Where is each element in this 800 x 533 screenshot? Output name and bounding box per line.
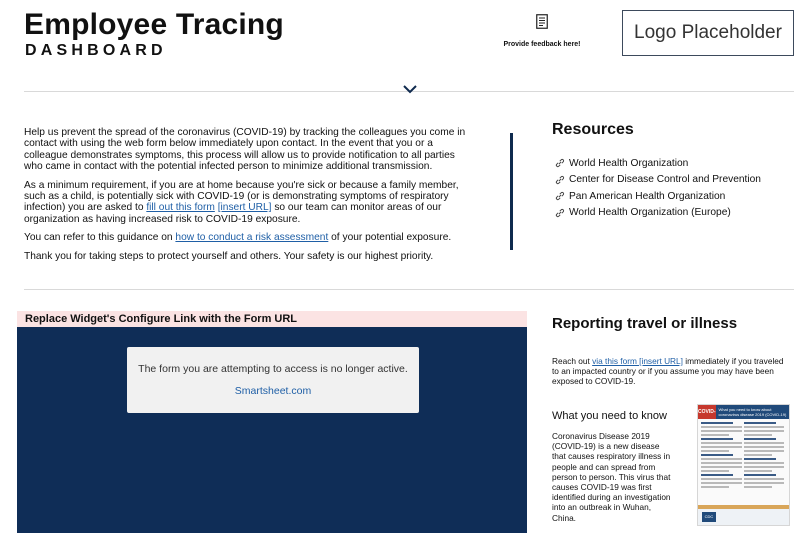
feedback-button[interactable] <box>502 14 582 51</box>
document-icon <box>536 14 548 29</box>
resource-link[interactable] <box>555 155 761 172</box>
resource-link[interactable] <box>555 205 761 222</box>
flyer-body <box>698 419 789 493</box>
intro-paragraph-2 <box>24 180 476 226</box>
cdc-logo: CDC <box>702 512 716 522</box>
flyer-header <box>698 405 789 419</box>
report-form-link[interactable]: via this form [insert URL] <box>592 356 683 366</box>
intro-paragraph-1: Help us prevent the spread of the coronavirus (COVID-19) by tracking the colleagues you come in contact with using the web form below immediately upon contact. In the event that you or a colleague demonstrates symptoms, this process will allow us to provide notification to all parties who came in contact with the potential infected person to minimize additional transmission. <box>24 127 466 173</box>
resources-title: Resources <box>552 121 634 138</box>
need-to-know-text: Coronavirus Disease 2019 (COVID-19) is a new disease that causes respiratory illness in people and can spread from person to person. This virus that causes COVID-19 was first identified during an investigation into an outbreak in Wuhan, China. <box>552 431 671 523</box>
reporting-title: Reporting travel or illness <box>552 315 738 332</box>
form-inactive-message: The form you are attempting to access is no longer active. <box>138 363 408 375</box>
logo-placeholder: Logo Placeholder <box>622 10 794 56</box>
resource-link[interactable] <box>555 188 761 205</box>
resource-label: Pan American Health Organization <box>569 190 726 202</box>
link-icon <box>555 208 565 218</box>
reporting-text-end: immediately if you traveled to an impacted country or if you assume you may have been exposed to COVID-19. <box>552 356 784 387</box>
intro-paragraph-4: Thank you for taking steps to protect yourself and others. Your safety is our highest priority. <box>24 250 434 262</box>
flyer-badge: COVID- <box>698 405 716 419</box>
link-icon <box>555 191 565 201</box>
intro-p3-text: You can refer to this guidance on <box>24 232 176 244</box>
covid-flyer-thumbnail[interactable] <box>697 404 790 526</box>
resource-label: World Health Organization (Europe) <box>569 207 731 219</box>
intro-p3-text-end: of your potential exposure. <box>328 232 452 244</box>
form-widget <box>17 327 527 533</box>
smartsheet-link[interactable]: Smartsheet.com <box>234 385 312 397</box>
form-inactive-card <box>127 347 419 413</box>
resource-link[interactable] <box>555 172 761 189</box>
intro-text <box>24 127 476 269</box>
reporting-text-start: Reach out <box>552 356 593 366</box>
need-to-know-title: What you need to know <box>552 410 667 422</box>
vertical-accent-bar <box>510 133 513 250</box>
insert-url-link[interactable]: [insert URL] <box>217 202 272 214</box>
resources-list <box>555 155 761 221</box>
risk-assessment-link[interactable]: how to conduct a risk assessment <box>175 232 329 244</box>
link-icon <box>555 158 565 168</box>
feedback-label: Provide feedback here! <box>503 41 581 48</box>
divider <box>24 289 794 290</box>
intro-p2-text-end: so our team can monitor areas of our organization as having increased risk to COVID-19 exposure. <box>24 202 442 225</box>
intro-p2-text: As a minimum requirement, if you are at home because you're sick or because a family member, such as a child, is potentially sick with COVID-19 (or is demonstrating symptoms of respiratory infection) you are asked to <box>24 179 459 214</box>
page-subtitle: DASHBOARD <box>25 42 167 59</box>
page-title: Employee Tracing <box>24 8 284 41</box>
chevron-down-icon[interactable] <box>402 84 418 94</box>
intro-paragraph-3 <box>24 232 476 243</box>
fill-form-link[interactable]: fill out this form <box>146 202 215 214</box>
widget-header: Replace Widget's Configure Link with the Form URL <box>17 311 527 327</box>
flyer-footer <box>698 509 789 525</box>
reporting-text <box>552 356 792 387</box>
flyer-heading: What you need to know about coronavirus disease 2019 (COVID-19) <box>718 407 787 417</box>
resource-label: World Health Organization <box>569 157 689 169</box>
resource-label: Center for Disease Control and Prevention <box>569 174 761 186</box>
link-icon <box>555 175 565 185</box>
